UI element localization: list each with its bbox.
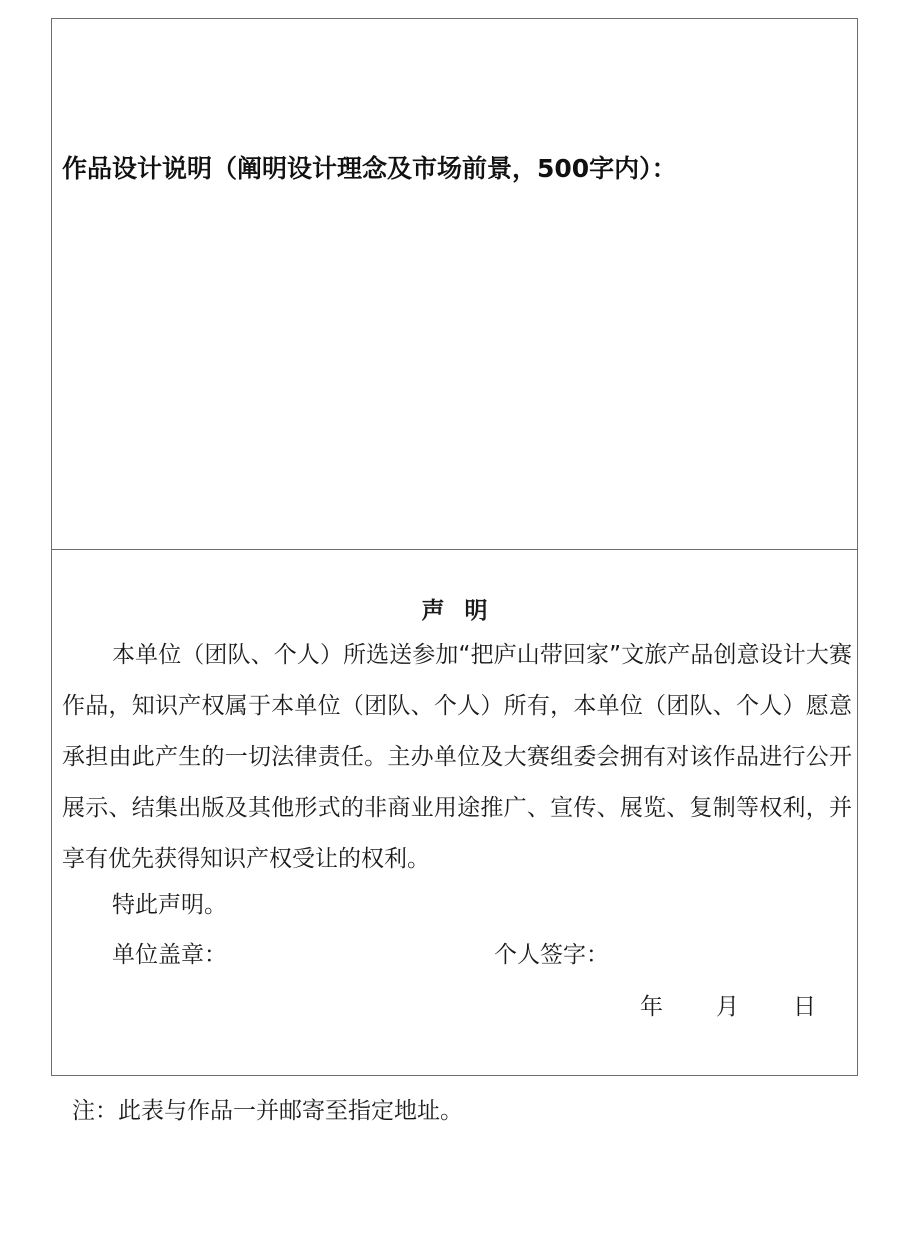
declaration-closing: 特此声明。 xyxy=(112,892,227,918)
declaration-body: 本单位（团队、个人）所选送参加“把庐山带回家”文旅产品创意设计大赛作品，知识产权属于本单位（团队、个人）所有，本单位（团队、个人）愿意承担由此产生的一切法律责任。主办单位及大赛组委会拥有对该作品进行公开展示、结集出版及其他形式的非商业用途推广、宣传、展览、复制等权利，并享有优先获得知识产权受让的权利。 xyxy=(62,642,852,872)
form-table xyxy=(51,18,858,1076)
footnote: 注：此表与作品一并邮寄至指定地址。 xyxy=(72,1098,463,1124)
unit-seal-label: 单位盖章： xyxy=(112,942,227,968)
design-description-title: 作品设计说明（阐明设计理念及市场前景，500字内）： xyxy=(62,154,677,183)
declaration-section xyxy=(52,550,857,1077)
date-month-label: 月 xyxy=(716,994,739,1020)
declaration-heading: 声明 xyxy=(421,598,508,624)
design-description-section xyxy=(52,19,857,550)
personal-signature-label: 个人签字： xyxy=(494,942,609,968)
date-year-label: 年 xyxy=(640,994,663,1020)
date-day-label: 日 xyxy=(793,994,816,1020)
